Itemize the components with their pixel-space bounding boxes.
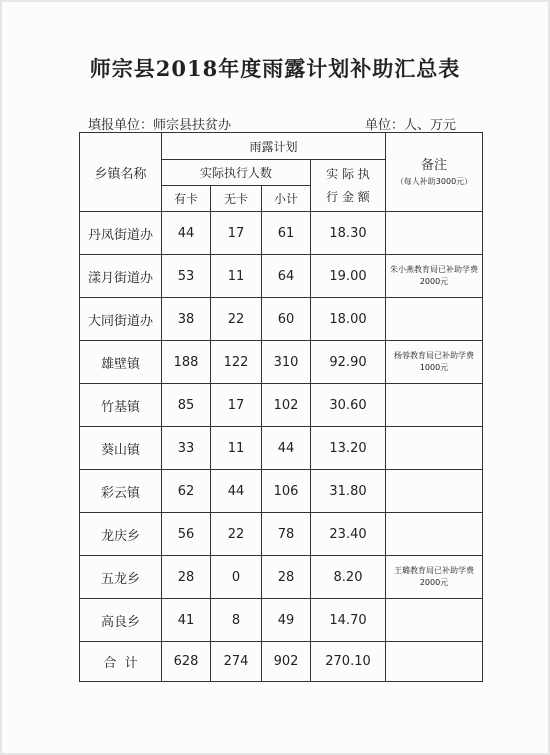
table-row: [80, 255, 483, 298]
row-subtotal: 106: [262, 470, 311, 513]
row-subtotal: 60: [262, 298, 311, 341]
unit-label: 单位：人、万元: [365, 118, 457, 133]
row-town: 雄壁镇: [80, 341, 162, 384]
row-note: [386, 513, 483, 556]
table-row: [80, 212, 483, 255]
header-remarks-sub: （每人补助3000元）: [395, 176, 473, 186]
row-subtotal: 44: [262, 427, 311, 470]
row-town: 漾月街道办: [80, 255, 162, 298]
total-subtotal: 902: [262, 642, 311, 682]
row-subtotal: 64: [262, 255, 311, 298]
row-no-card: 22: [211, 298, 262, 341]
row-subtotal: 102: [262, 384, 311, 427]
row-note: [386, 212, 483, 255]
row-amount: 18.00: [311, 298, 386, 341]
row-with-card: 53: [162, 255, 211, 298]
row-town: 高良乡: [80, 599, 162, 642]
total-no-card: 274: [211, 642, 262, 682]
row-note: [386, 384, 483, 427]
row-note: 朱小燕教育局已补助学费2000元: [386, 255, 483, 298]
row-town: 丹凤街道办: [80, 212, 162, 255]
document-title: 师宗县2018年度雨露计划补助汇总表: [89, 56, 461, 81]
row-town: 五龙乡: [80, 556, 162, 599]
header-town: 乡镇名称: [80, 133, 162, 212]
row-with-card: 188: [162, 341, 211, 384]
header-actual-amount: [311, 160, 386, 212]
row-note: [386, 298, 483, 341]
header-actual-people: 实际执行人数: [162, 160, 311, 186]
header-actual-amount-line2: 行 金 额: [326, 189, 370, 204]
row-with-card: 62: [162, 470, 211, 513]
row-note: 王璐教育局已补助学费2000元: [386, 556, 483, 599]
row-subtotal: 28: [262, 556, 311, 599]
row-amount: 23.40: [311, 513, 386, 556]
row-no-card: 11: [211, 255, 262, 298]
row-note: 杨蓉教育局已补助学费1000元: [386, 341, 483, 384]
row-no-card: 22: [211, 513, 262, 556]
row-amount: 19.00: [311, 255, 386, 298]
row-no-card: 122: [211, 341, 262, 384]
row-note: [386, 427, 483, 470]
header-remarks: [386, 133, 483, 212]
row-note: [386, 599, 483, 642]
table-row: [80, 556, 483, 599]
row-amount: 8.20: [311, 556, 386, 599]
row-town: 大同街道办: [80, 298, 162, 341]
row-amount: 92.90: [311, 341, 386, 384]
row-town: 彩云镇: [80, 470, 162, 513]
table-row: [80, 427, 483, 470]
row-amount: 14.70: [311, 599, 386, 642]
row-no-card: 8: [211, 599, 262, 642]
row-amount: 13.20: [311, 427, 386, 470]
total-label: 合 计: [80, 642, 162, 682]
row-town: 龙庆乡: [80, 513, 162, 556]
row-with-card: 41: [162, 599, 211, 642]
row-no-card: 44: [211, 470, 262, 513]
row-town: 竹基镇: [80, 384, 162, 427]
table-row: [80, 298, 483, 341]
table-header: [80, 133, 483, 212]
row-with-card: 28: [162, 556, 211, 599]
row-no-card: 17: [211, 384, 262, 427]
row-no-card: 11: [211, 427, 262, 470]
row-no-card: 0: [211, 556, 262, 599]
total-with-card: 628: [162, 642, 211, 682]
header-remarks-label: 备注: [420, 158, 447, 174]
total-row: [80, 642, 483, 682]
header-actual-amount-line1: 实 际 执: [326, 166, 370, 181]
row-subtotal: 78: [262, 513, 311, 556]
header-no-card: 无卡: [211, 186, 262, 212]
row-subtotal: 310: [262, 341, 311, 384]
summary-table: [79, 132, 483, 682]
table-row: [80, 470, 483, 513]
row-with-card: 33: [162, 427, 211, 470]
table-row: [80, 341, 483, 384]
row-amount: 31.80: [311, 470, 386, 513]
table-row: [80, 513, 483, 556]
row-subtotal: 49: [262, 599, 311, 642]
table-row: [80, 384, 483, 427]
table-body: [80, 212, 483, 682]
row-with-card: 85: [162, 384, 211, 427]
total-note: [386, 642, 483, 682]
header-subtotal: 小计: [262, 186, 311, 212]
total-amount: 270.10: [311, 642, 386, 682]
fill-unit: 填报单位：师宗县扶贫办: [88, 118, 232, 133]
row-no-card: 17: [211, 212, 262, 255]
row-note: [386, 470, 483, 513]
row-amount: 18.30: [311, 212, 386, 255]
row-with-card: 44: [162, 212, 211, 255]
header-with-card: 有卡: [162, 186, 211, 212]
row-town: 葵山镇: [80, 427, 162, 470]
row-with-card: 56: [162, 513, 211, 556]
header-yulu-plan: 雨露计划: [162, 133, 386, 160]
row-subtotal: 61: [262, 212, 311, 255]
table-row: [80, 599, 483, 642]
row-amount: 30.60: [311, 384, 386, 427]
row-with-card: 38: [162, 298, 211, 341]
